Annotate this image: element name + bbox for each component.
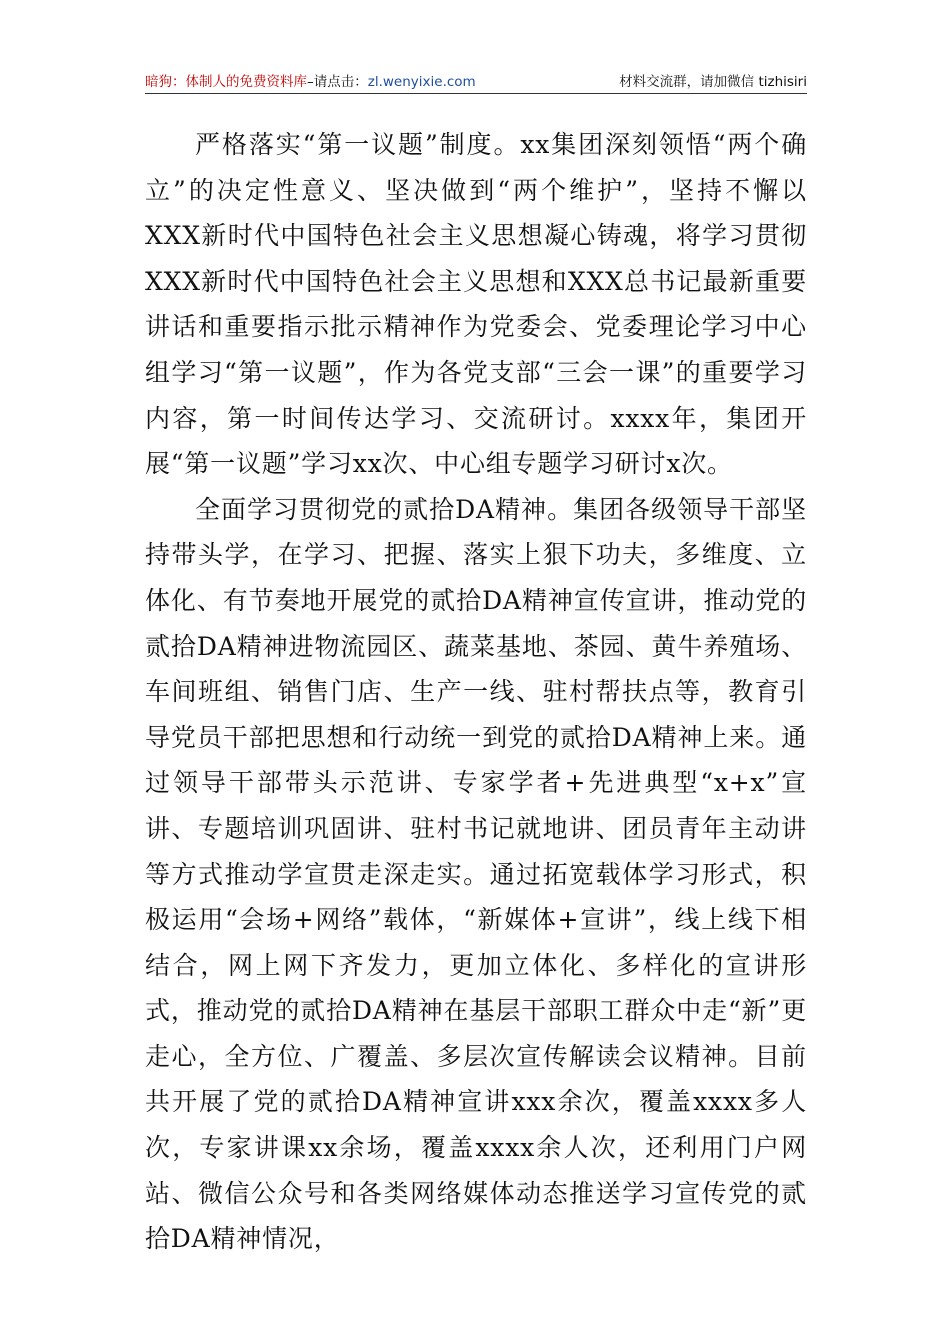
- header-divider: [145, 93, 807, 94]
- header-brand: 暗狗：体制人的免费资料库: [145, 74, 307, 90]
- paragraph-study-spirit: 全面学习贯彻党的贰拾DA精神。集团各级领导干部坚持带头学，在学习、把握、落实上狠下功夫，多维度、立体化、有节奏地开展党的贰拾DA精神宣传宣讲，推动党的贰拾DA精神进物流园区、蔬菜基地、茶园、黄牛养殖场、车间班组、销售门店、生产一线、驻村帮扶点等，教育引导党员干部把思想和行动统一到党的贰拾DA精神上来。通过领导干部带头示范讲、专家学者+先进典型“x+x”宣讲、专题培训巩固讲、驻村书记就地讲、团员青年主动讲等方式推动学宣贯走深走实。通过拓宽载体学习形式，积极运用“会场+网络”载体，“新媒体+宣讲”，线上线下相结合，网上网下齐发力，更加立体化、多样化的宣讲形式，推动党的贰拾DA精神在基层干部职工群众中走“新”更走心，全方位、广覆盖、多层次宣传解读会议精神。目前共开展了党的贰拾DA精神宣讲xxx余次，覆盖xxxx多人次，专家讲课xx余场，覆盖xxxx余人次，还利用门户网站、微信公众号和各类网络媒体动态推送学习宣传党的贰拾DA精神情况，: [145, 494, 807, 1254]
- document-body: [145, 122, 807, 1262]
- paragraph-first-agenda: 严格落实“第一议题”制度。xx集团深刻领悟“两个确立”的决定性意义、坚决做到“两个维护”，坚持不懈以XXX新时代中国特色社会主义思想凝心铸魂，将学习贯彻XXX新时代中国特色社会主义思想和XXX总书记最新重要讲话和重要指示批示精神作为党委会、党委理论学习中心组学习“第一议题”，作为各党支部“三会一课”的重要学习内容，第一时间传达学习、交流研讨。xxxx年，集团开展“第一议题”学习xx次、中心组专题学习研讨x次。: [145, 130, 807, 479]
- page-header: [145, 68, 807, 92]
- header-group-info: 材料交流群，请加微信 tizhisiri: [619, 74, 807, 90]
- header-prompt: –请点击：: [307, 74, 368, 90]
- header-link[interactable]: zl.wenyixie.com: [367, 74, 476, 90]
- header-left: [145, 70, 476, 90]
